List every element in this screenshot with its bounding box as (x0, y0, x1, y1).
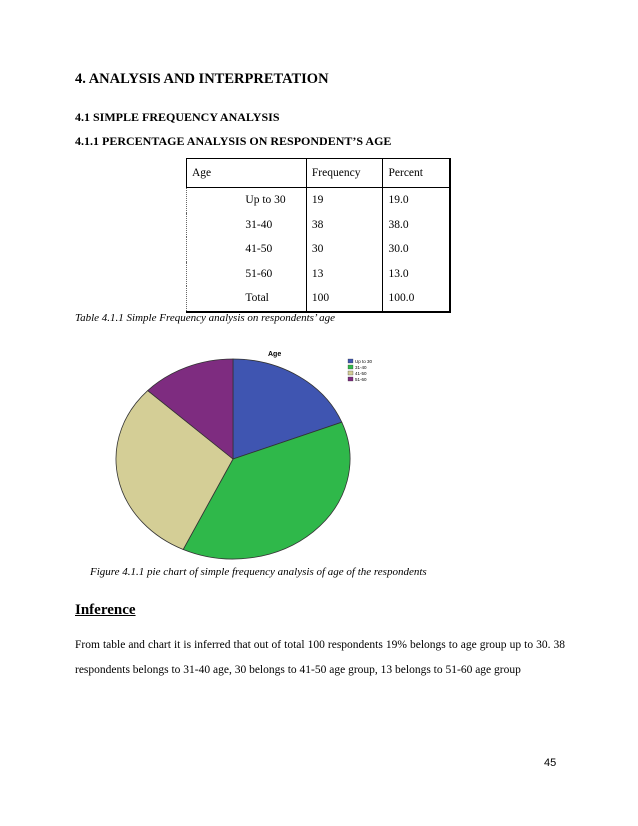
section-heading: 4. ANALYSIS AND INTERPRETATION (75, 71, 329, 87)
table-row (187, 237, 451, 262)
row-label: 41-50 (240, 237, 306, 262)
age-pie-chart (110, 345, 410, 560)
subsection-heading: 4.1 SIMPLE FREQUENCY ANALYSIS (75, 110, 280, 124)
row-frequency: 38 (306, 213, 383, 238)
chart-title: Age (268, 351, 282, 358)
row-frequency: 13 (306, 262, 383, 287)
subsubsection-heading: 4.1.1 PERCENTAGE ANALYSIS ON RESPONDENT’S AGE (75, 134, 392, 148)
inference-paragraph: From table and chart it is inferred that out of total 100 respondents 19% belongs to age group up to 30. 38 respondents belongs to 31-40 age, 30 belongs to 41-50 age group, 13 belongs to 51-60 age group (75, 639, 565, 676)
row-label: Total (240, 286, 306, 312)
inference-heading: Inference (75, 602, 136, 618)
legend-swatch (348, 371, 353, 375)
legend-label: Up to 30 (355, 359, 373, 364)
legend-label: 31-40 (355, 365, 367, 370)
header-frequency: Frequency (306, 159, 383, 188)
legend-swatch (348, 365, 353, 369)
figure-caption: Figure 4.1.1 pie chart of simple frequency analysis of age of the respondents (90, 566, 427, 578)
row-percent: 38.0 (383, 213, 450, 238)
row-label: 31-40 (240, 213, 306, 238)
row-label: Up to 30 (240, 188, 306, 213)
page-number: 45 (544, 757, 557, 769)
row-percent: 19.0 (383, 188, 450, 213)
legend-label: 51-60 (355, 377, 367, 382)
header-percent: Percent (383, 159, 450, 188)
row-frequency: 100 (306, 286, 383, 312)
table-row (187, 262, 451, 287)
table-caption: Table 4.1.1 Simple Frequency analysis on respondents’ age (75, 312, 335, 324)
row-percent: 100.0 (383, 286, 450, 312)
legend-swatch (348, 359, 353, 363)
row-percent: 30.0 (383, 237, 450, 262)
row-frequency: 30 (306, 237, 383, 262)
table-row (187, 213, 451, 238)
row-label: 51-60 (240, 262, 306, 287)
row-percent: 13.0 (383, 262, 450, 287)
legend-label: 41-50 (355, 371, 367, 376)
pie-chart-svg (110, 345, 410, 560)
table-row (187, 188, 451, 213)
row-frequency: 19 (306, 188, 383, 213)
header-age: Age (187, 159, 307, 188)
table-row-total (187, 286, 451, 312)
table-header-row (187, 159, 451, 188)
legend-swatch (348, 377, 353, 381)
age-frequency-table (186, 158, 451, 308)
